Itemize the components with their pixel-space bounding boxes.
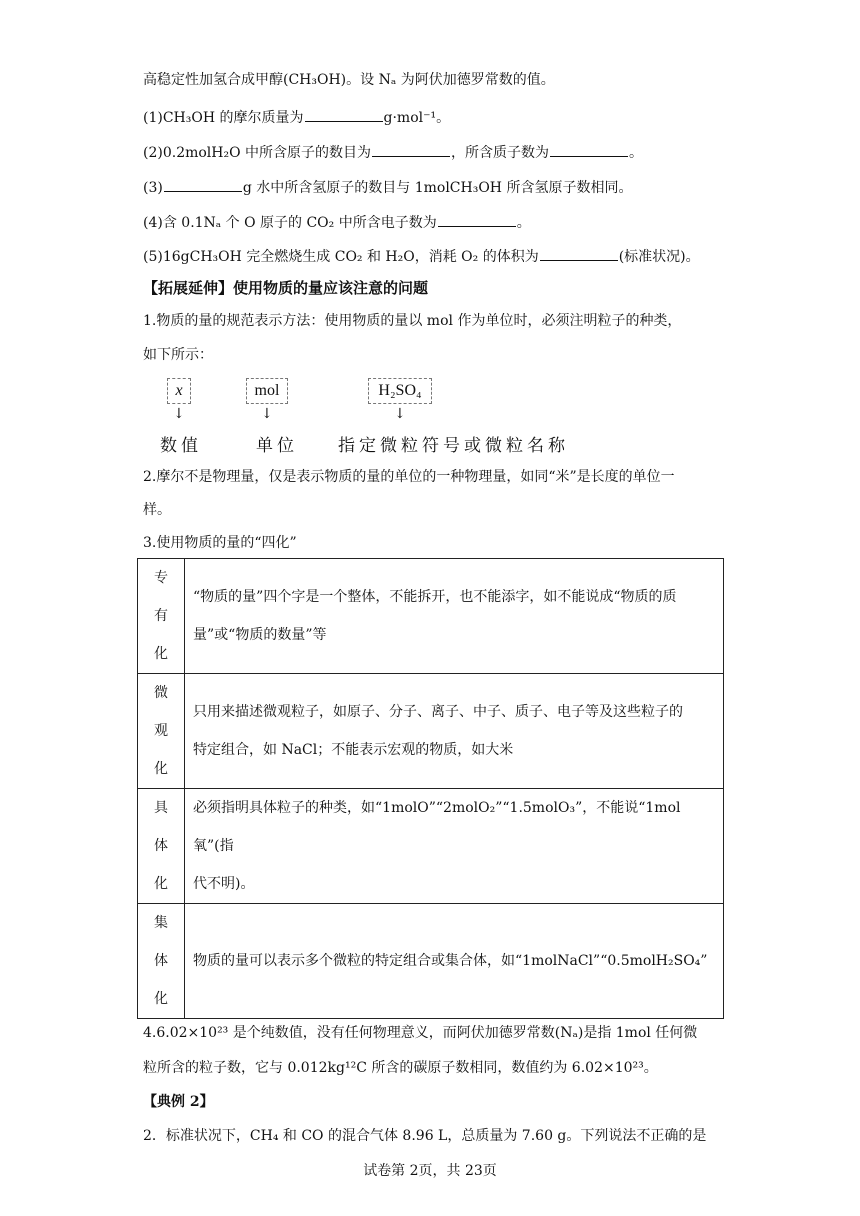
intro-line: 高稳定性加氢合成甲醇(CH₃OH)。设 Nₐ 为阿伏加德罗常数的值。	[143, 72, 555, 88]
label-unit: 单位	[256, 436, 298, 456]
row-content: 必须指明具体粒子的种类，如“1molO”“2molO₂”“1.5molO₃”，不能说“1mol 氧”(指 代不明)。	[185, 789, 724, 904]
answer-blank[interactable]	[540, 246, 618, 261]
example-title: 【典例 2】	[143, 1094, 214, 1110]
answer-blank[interactable]	[305, 107, 383, 122]
row-header: 集 体 化	[138, 904, 185, 1019]
four-aspects-table	[137, 558, 724, 1019]
unit-box: mol	[246, 378, 288, 404]
row-header: 专 有 化	[138, 559, 185, 674]
row-header: 微 观 化	[138, 674, 185, 789]
down-arrow-icon: ↓	[394, 406, 406, 422]
point-1-line-2: 如下所示：	[143, 347, 213, 363]
row-content: “物质的量”四个字是一个整体，不能拆开，也不能添字，如不能说成“物质的质 量”或“物质的数量”等	[185, 559, 724, 674]
table-row	[138, 789, 724, 904]
answer-blank[interactable]	[372, 142, 450, 157]
point-4-line-1: 4.6.02×10²³ 是个纯数值，没有任何物理意义，而阿伏加德罗常数(Nₐ)是指 1mol 任何微	[143, 1025, 698, 1041]
label-value: 数值	[160, 436, 202, 456]
answer-blank[interactable]	[164, 177, 242, 192]
question-4-end: 。	[516, 215, 531, 231]
row-header: 具 体 化	[138, 789, 185, 904]
question-4	[143, 212, 531, 233]
question-2-mid: ，所含质子数为	[451, 145, 550, 161]
row-content: 只用来描述微观粒子，如原子、分子、离子、中子、质子、电子等及这些粒子的 特定组合，如 NaCl；不能表示宏观的物质，如大米	[185, 674, 724, 789]
value-box: x	[167, 378, 191, 404]
point-1-line-1: 1.物质的量的规范表示方法：使用物质的量以 mol 作为单位时，必须注明粒子的种类，	[143, 313, 682, 329]
question-3-num: (3)	[143, 180, 163, 196]
question-1-text: (1)CH₃OH 的摩尔质量为	[143, 110, 304, 126]
point-2-line-1: 2.摩尔不是物理量，仅是表示物质的量的单位的一种物理量，如同“米”是长度的单位一	[143, 469, 675, 485]
section-title: 【拓展延伸】使用物质的量应该注意的问题	[143, 279, 429, 297]
question-2-end: 。	[629, 145, 644, 161]
down-arrow-icon: ↓	[261, 406, 273, 422]
question-5	[143, 246, 700, 267]
question-5-text: (5)16gCH₃OH 完全燃烧生成 CO₂ 和 H₂O，消耗 O₂ 的体积为	[143, 249, 539, 265]
table-row	[138, 559, 724, 674]
label-particle: 指定微粒符号或微粒名称	[338, 436, 569, 456]
question-5-end: (标准状况)。	[618, 249, 700, 265]
answer-blank[interactable]	[438, 212, 516, 227]
notation-diagram	[160, 378, 580, 458]
question-4-text: (4)含 0.1Nₐ 个 O 原子的 CO₂ 中所含电子数为	[143, 215, 437, 231]
question-3	[143, 177, 632, 198]
point-3-title: 3.使用物质的量的“四化”	[143, 535, 297, 551]
question-2	[143, 142, 643, 163]
question-1-unit: g·mol⁻¹。	[383, 110, 451, 126]
table-row	[138, 674, 724, 789]
question-3-text: g 水中所含氢原子的数目与 1molCH₃OH 所含氢原子数相同。	[242, 180, 633, 196]
question-1	[143, 107, 450, 128]
question-2-text: (2)0.2molH₂O 中所含原子的数目为	[143, 145, 372, 161]
answer-blank[interactable]	[550, 142, 628, 157]
example-text: 2．标准状况下，CH₄ 和 CO 的混合气体 8.96 L，总质量为 7.60 g。下列说法不正确的是	[143, 1128, 707, 1144]
point-4-line-2: 粒所含的粒子数，它与 0.012kg¹²C 所含的碳原子数相同，数值约为 6.02×10²³。	[143, 1060, 658, 1076]
page-footer: 试卷第 2页，共 23页	[363, 1163, 497, 1179]
table-row	[138, 904, 724, 1019]
point-2-line-2: 样。	[143, 502, 171, 518]
formula-box: H₂SO₄	[368, 378, 432, 404]
row-content: 物质的量可以表示多个微粒的特定组合或集合体，如“1molNaCl”“0.5molH₂SO₄”	[185, 904, 724, 1019]
down-arrow-icon: ↓	[173, 406, 185, 422]
